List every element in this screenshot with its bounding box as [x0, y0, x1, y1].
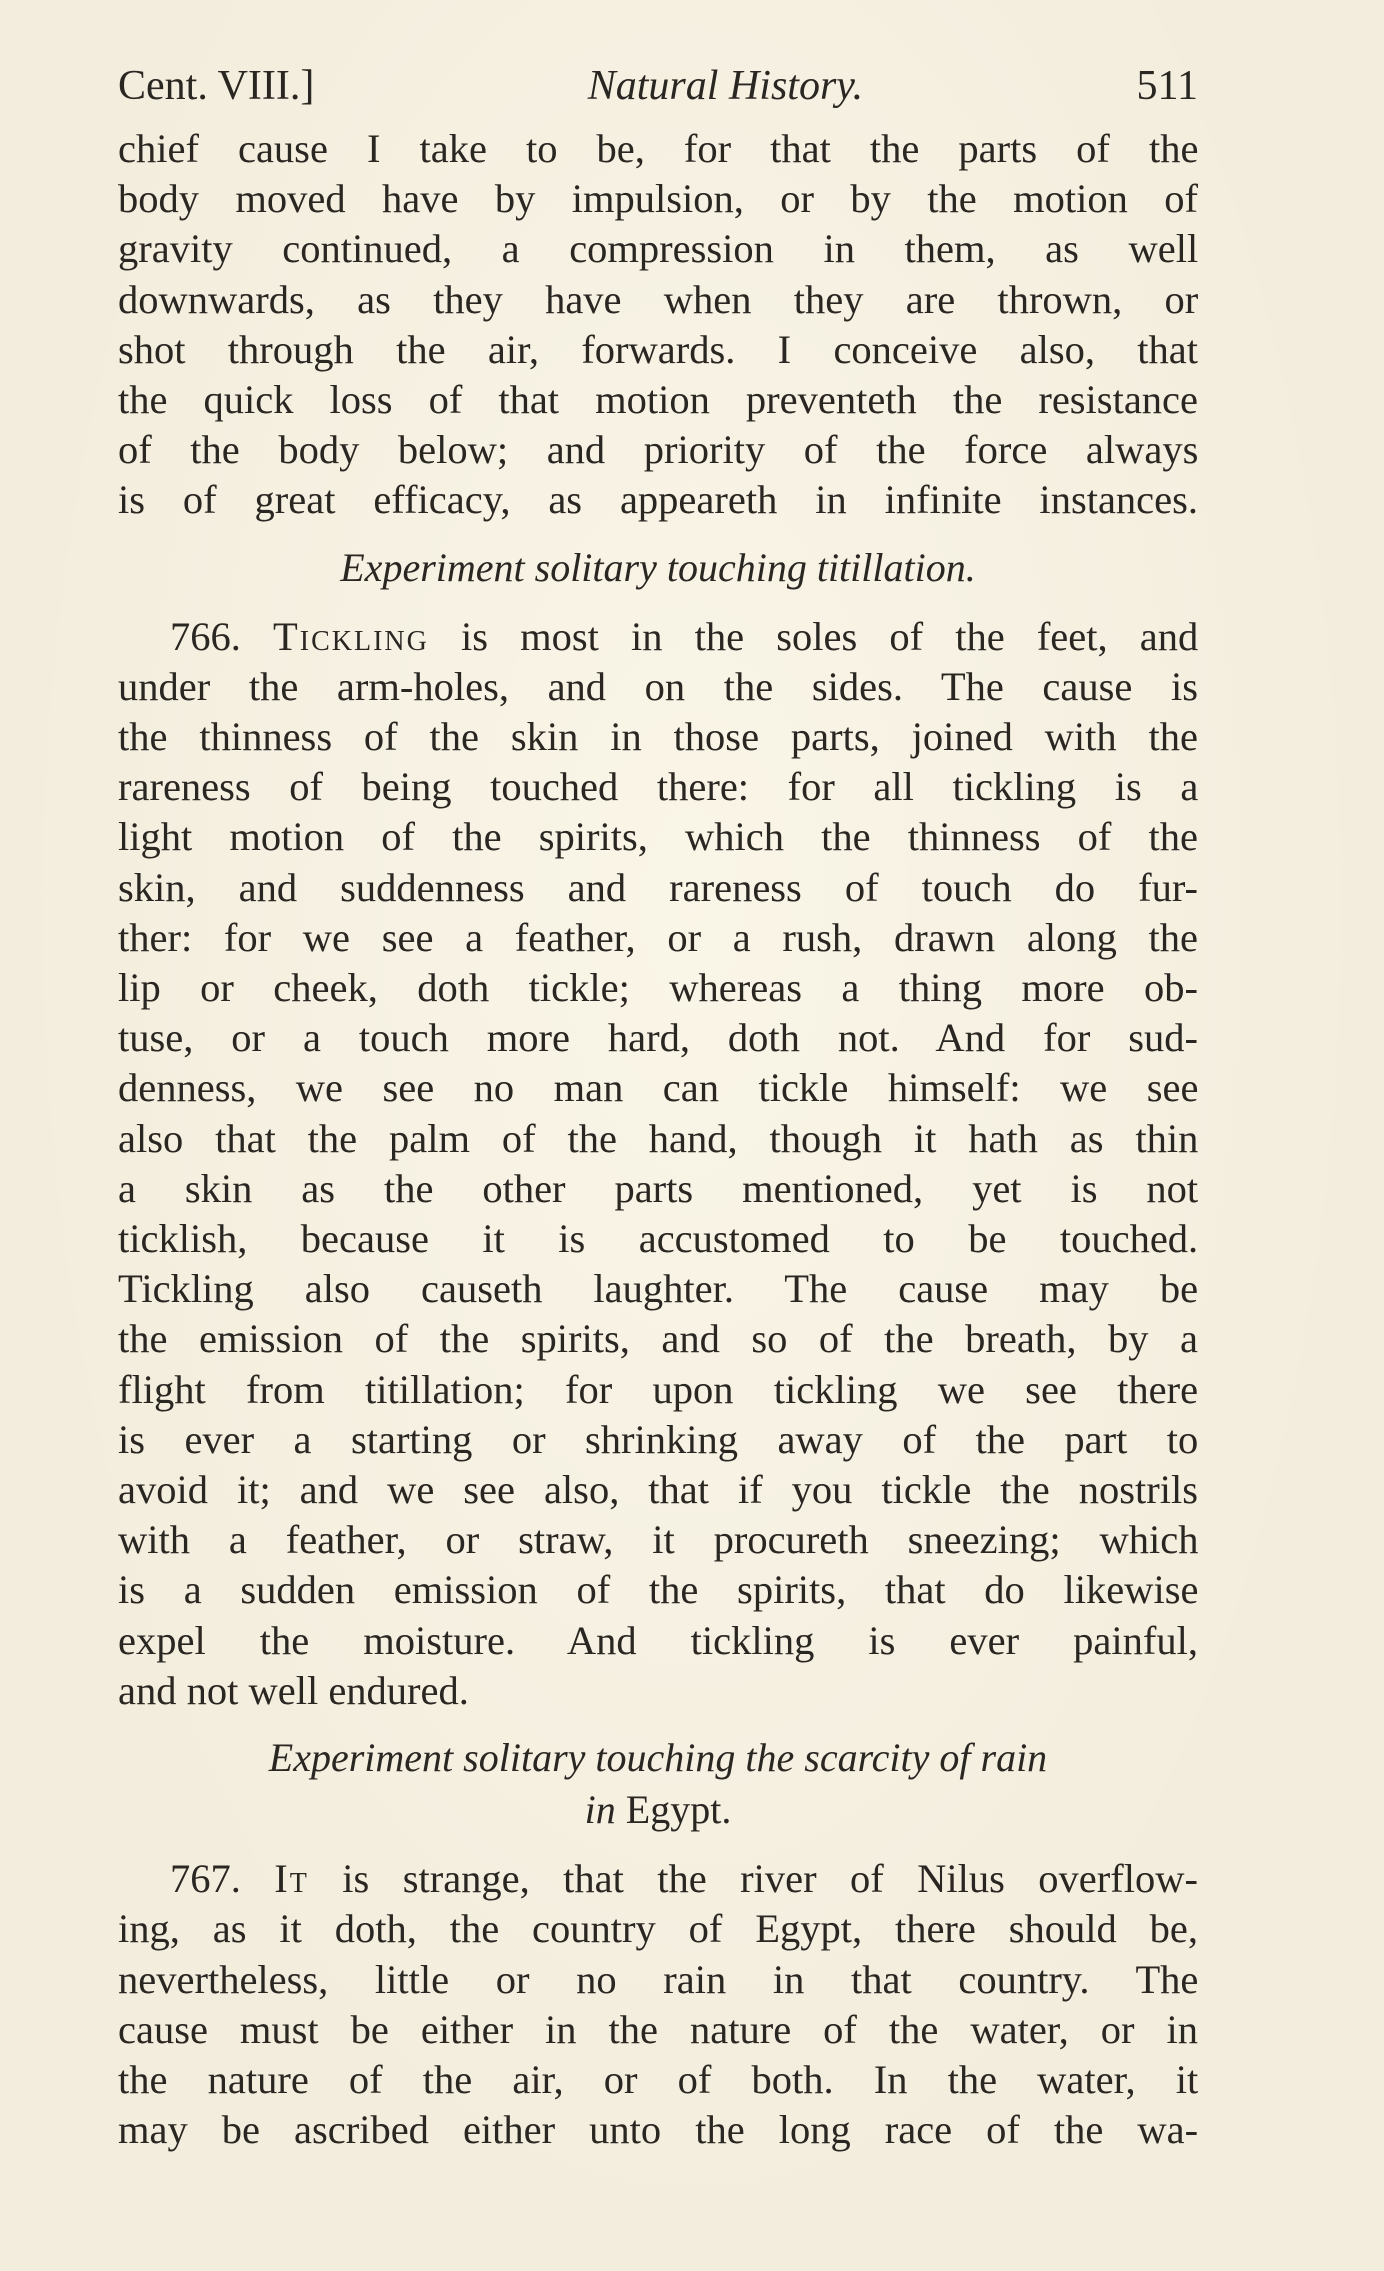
text-line: expel the moisture. And tickling is ever painful, — [118, 1617, 1198, 1663]
page-number: 511 — [1136, 63, 1198, 109]
text-line: gravity continued, a compression in them, as well — [118, 226, 1199, 272]
text-line: a skin as the other parts mentioned, yet is not — [118, 1165, 1199, 1211]
paragraph-766 — [118, 612, 1198, 1716]
text-line: is ever a starting or shrinking away of the part to — [118, 1416, 1199, 1462]
text-line: is of great efficacy, as appeareth in infinite instances. — [118, 477, 1199, 523]
paragraph-767 — [118, 1854, 1198, 2155]
text-line: avoid it; and we see also, that if you tickle the nostrils — [118, 1467, 1198, 1513]
heading-line-upright: Egypt. — [625, 1787, 732, 1833]
text-line: of the body below; and priority of the force always — [118, 427, 1199, 473]
text-line-first — [118, 612, 1198, 662]
text-line: is a sudden emission of the spirits, that do likewise — [118, 1567, 1199, 1613]
text-line: lip or cheek, doth tickle; whereas a thing more ob- — [118, 965, 1198, 1011]
text-fragment: is most in the soles of the feet, and — [460, 613, 1199, 659]
text-fragment: is strange, that the river of Nilus overflow- — [342, 1856, 1198, 1902]
text-line: ther: for we see a feather, or a rush, drawn along the — [118, 914, 1198, 960]
text-line: chief cause I take to be, for that the parts of the — [118, 126, 1199, 171]
text-line: body moved have by impulsion, or by the motion of — [118, 176, 1198, 222]
text-line: the emission of the spirits, and so of the breath, by a — [118, 1316, 1198, 1362]
text-line: rareness of being touched there: for all tickling is a — [118, 764, 1199, 810]
text-line: and not well endured. — [118, 1667, 469, 1713]
text-line: also that the palm of the hand, though it hath as thin — [118, 1115, 1199, 1161]
text-line: the thinness of the skin in those parts, joined with the — [118, 714, 1198, 760]
text-line: under the arm-holes, and on the sides. The cause is — [118, 663, 1198, 709]
text-line: ing, as it doth, the country of Egypt, there should be, — [118, 1906, 1198, 1952]
text-line: nevertheless, little or no rain in that country. The — [118, 1956, 1199, 2002]
text-block — [118, 52, 1198, 2155]
text-line: downwards, as they have when they are thrown, or — [118, 276, 1199, 322]
paragraph-number: 767. — [170, 1856, 241, 1902]
text-line: shot through the air, forwards. I conceive also, that — [118, 326, 1198, 372]
paragraph-number: 766. — [170, 613, 241, 659]
lead-word: Tickling — [273, 613, 429, 659]
running-head-section: Cent. VIII.] — [118, 63, 315, 109]
text-line: tuse, or a touch more hard, doth not. And for sud- — [118, 1015, 1198, 1061]
section-heading-titillation: Experiment solitary touching titillation. — [340, 544, 976, 590]
running-head-title: Natural History. — [587, 63, 864, 109]
text-line: denness, we see no man can tickle himself: we see — [118, 1065, 1199, 1111]
heading-line: Experiment solitary touching the scarcity of rain — [268, 1735, 1048, 1781]
text-line: flight from titillation; for upon tickling we see there — [118, 1366, 1199, 1412]
text-line: may be ascribed either unto the long race of the wa- — [118, 2107, 1199, 2153]
text-line: light motion of the spirits, which the thinness of the — [118, 814, 1198, 860]
text-line: Tickling also causeth laughter. The cause may be — [118, 1266, 1199, 1312]
text-line: cause must be either in the nature of the water, or in — [118, 2006, 1198, 2052]
text-line: ticklish, because it is accustomed to be touched. — [118, 1216, 1199, 1262]
text-line: with a feather, or straw, it procureth sneezing; which — [118, 1517, 1199, 1563]
text-line: the quick loss of that motion preventeth the resistance — [118, 377, 1198, 423]
text-line: skin, and suddenness and rareness of touch do fur- — [118, 864, 1198, 910]
paragraph-continued — [118, 124, 1198, 526]
text-line: the nature of the air, or of both. In the water, it — [118, 2056, 1199, 2102]
section-heading-rain-in-egypt — [118, 1732, 1198, 1836]
heading-line-italic: in — [584, 1787, 616, 1833]
lead-word: It — [274, 1856, 309, 1902]
running-head — [118, 52, 1198, 120]
text-line-first — [118, 1854, 1198, 1904]
